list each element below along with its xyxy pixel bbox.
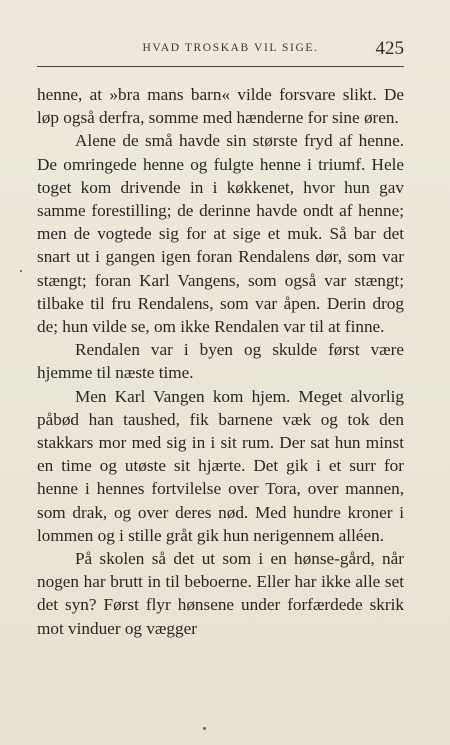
header-rule [37,66,404,67]
paper-speck-bottom [203,727,206,730]
paragraph-3: Rendalen var i byen og skulde først være hjemme til næste time. [37,340,404,383]
page-number: 425 [375,38,404,59]
paragraph-5: På skolen så det ut som i en hønse-gård, når nogen har brutt in til beboerne. Eller har ikke alle set det syn? Først flyr hønsene under forfærdede skrik mot vinduer og vægger [37,549,404,638]
paragraph-2: Alene de små havde sin største fryd af henne. De omringede henne og fulgte henne i triumf. Hele toget kom drivende in i køkkenet, hvor hun gav samme forestilling; de derinne havde ondt af henne; men de vogtede sig for at sige et muk. Så bar det snart ut i gangen igen foran Rendalens dør, som var stængt; foran Karl Vangens, som også var stængt; tilbake til fru Rendalens, som var åpen. Derin drog de; hun vilde se, om ikke Rendalen var til at finne. [37,131,404,337]
paper-speck [20,270,22,272]
body-text [37,83,404,640]
running-title: HVAD TROSKAB VIL SIGE. [142,42,319,54]
paragraph-1: henne, at »bra mans barn« vilde forsvare slikt. De løp også derfra, somme med hænderne for sine øren. [37,85,404,128]
paragraph-4: Men Karl Vangen kom hjem. Meget alvorlig påbød han taushed, fik barnene væk og tok den stakkars mor med sig in i sit rum. Der sat hun minst en time og utøste sit hjærte. Det gik i et surr for henne i hennes fortvilelse over Tora, over mannen, som drak, og over deres nød. Med hundre kroner i lommen og i stille gråt gik hun nerigennem alléen. [37,386,404,545]
running-head [37,38,404,62]
